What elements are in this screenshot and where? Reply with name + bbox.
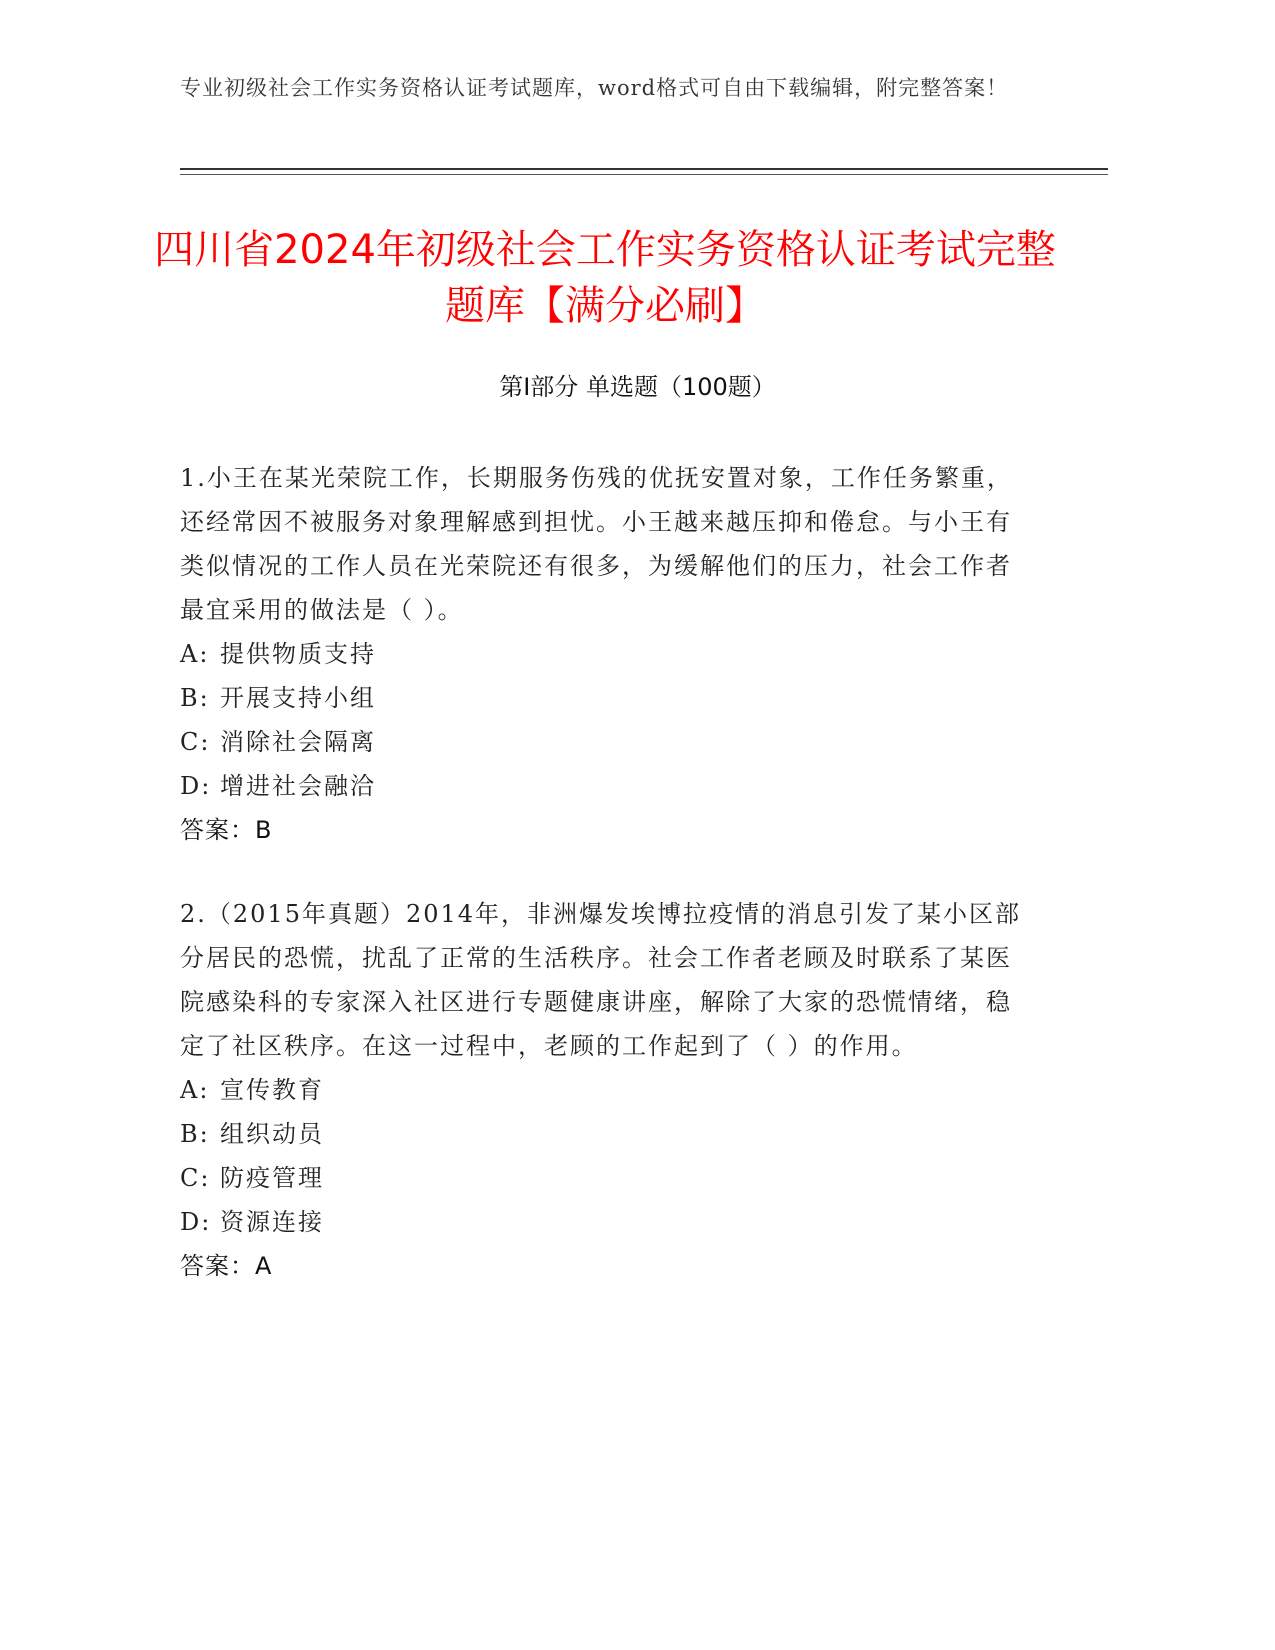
option-text: 消除社会隔离: [220, 728, 376, 756]
header-note: 专业初级社会工作实务资格认证考试题库，word格式可自由下载编辑，附完整答案！: [180, 76, 1009, 100]
option-letter: C:: [180, 728, 211, 756]
header-divider-thin: [180, 174, 1108, 175]
option-a: [180, 632, 1025, 676]
option-letter: B:: [180, 684, 210, 712]
option-text: 增进社会融洽: [220, 772, 376, 800]
option-text: 开展支持小组: [220, 684, 376, 712]
option-d: [180, 1200, 1025, 1244]
option-d: [180, 764, 1025, 808]
option-c: [180, 1156, 1025, 1200]
option-letter: D:: [180, 772, 212, 800]
option-b: [180, 1112, 1025, 1156]
answer-line: 答案：B: [180, 816, 273, 844]
question-2: [180, 892, 1025, 1288]
option-letter: B:: [180, 1120, 210, 1148]
option-letter: A:: [180, 1076, 210, 1104]
option-a: [180, 1068, 1025, 1112]
option-letter: D:: [180, 1208, 212, 1236]
question-stem: 1.小王在某光荣院工作，长期服务伤残的优抚安置对象，工作任务繁重，还经常因不被服务对象理解感到担忧。小王越来越压抑和倦怠。与小王有类似情况的工作人员在光荣院还有很多，为缓解他们的压力，社会工作者最宜采用的做法是（ ）。: [180, 464, 1013, 624]
question-1: [180, 456, 1025, 852]
option-text: 提供物质支持: [220, 640, 376, 668]
header-divider-thick: [180, 168, 1108, 170]
section-title: 第I部分 单选题（100题）: [499, 373, 776, 401]
option-letter: A:: [180, 640, 210, 668]
answer-line: 答案：A: [180, 1252, 273, 1280]
option-letter: C:: [180, 1164, 211, 1192]
option-text: 资源连接: [220, 1208, 324, 1236]
document-title: 四川省2024年初级社会工作实务资格认证考试完整题库【满分必刷】: [154, 227, 1056, 329]
option-b: [180, 676, 1025, 720]
option-c: [180, 720, 1025, 764]
option-text: 宣传教育: [220, 1076, 324, 1104]
option-text: 组织动员: [220, 1120, 324, 1148]
question-stem: 2.（2015年真题）2014年，非洲爆发埃博拉疫情的消息引发了某小区部分居民的恐慌，扰乱了正常的生活秩序。社会工作者老顾及时联系了某医院感染科的专家深入社区进行专题健康讲座，解除了大家的恐慌情绪，稳定了社区秩序。在这一过程中，老顾的工作起到了（ ）的作用。: [180, 900, 1022, 1060]
option-text: 防疫管理: [220, 1164, 324, 1192]
